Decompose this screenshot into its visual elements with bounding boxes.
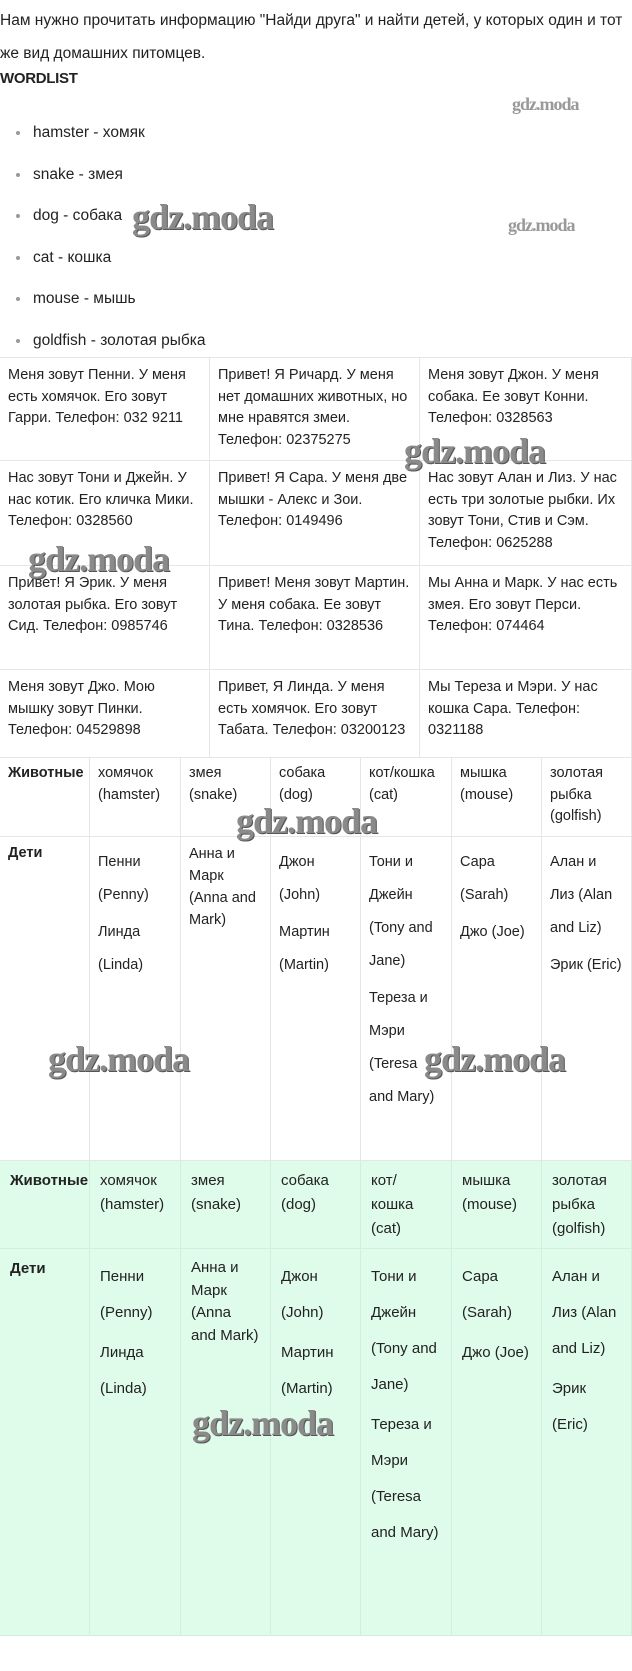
animal-header-cell: золотая рыбка (golfish) xyxy=(542,1161,632,1249)
child-name: Джо (Joe) xyxy=(462,1344,529,1361)
child-name: Сара (Sarah) xyxy=(460,854,509,903)
child-name: Эрик (Eric) xyxy=(552,1380,588,1433)
wordlist-item xyxy=(0,237,206,279)
child-name: Тони и Джейн (Tony and Jane) xyxy=(371,1268,437,1393)
ad-cell: Привет! Меня зовут Мартин. У меня собака. Ее зовут Тина. Телефон: 0328536 xyxy=(210,566,420,670)
child-name: Анна и Марк (Anna and Mark) xyxy=(189,846,256,928)
watermark: gdz.moda xyxy=(48,1039,190,1079)
children-cell xyxy=(181,837,271,1161)
children-cell xyxy=(542,1249,632,1636)
wordlist-item xyxy=(0,112,206,154)
ad-cell: Привет! Я Сара. У меня две мышки - Алекс и Зои. Телефон: 0149496 xyxy=(210,461,420,566)
children-cell xyxy=(90,1249,181,1636)
child-name: Алан и Лиз (Alan and Liz) xyxy=(550,854,613,936)
child-name: Пенни (Penny) xyxy=(100,1268,153,1321)
ad-cell: Привет! Я Эрик. У меня золотая рыбка. Его зовут Сид. Телефон: 0985746 xyxy=(0,566,210,670)
watermark: gdz.moda xyxy=(236,801,378,841)
wordlist-item xyxy=(0,320,206,362)
wordlist-title: WORDLIST xyxy=(0,70,78,87)
child-name: Анна и Марк (Anna and Mark) xyxy=(191,1259,259,1344)
animal-header-cell: золотая рыбка (golfish) xyxy=(542,757,632,837)
bullet-icon xyxy=(16,339,20,343)
child-name: Джон (John) xyxy=(279,854,321,903)
wordlist-item-text: goldfish - золотая рыбка xyxy=(33,331,206,349)
child-name: Сара (Sarah) xyxy=(462,1268,513,1321)
ad-cell: Меня зовут Джо. Мою мышку зовут Пинки. Телефон: 04529898 xyxy=(0,670,210,758)
children-cell xyxy=(452,837,542,1161)
ad-cell: Привет! Я Ричард. У меня нет домашних животных, но мне нравятся змеи. Телефон: 02375275 xyxy=(210,358,420,461)
child-name: Тереза и Мэри (Teresa and Mary) xyxy=(371,1416,439,1541)
ad-cell: Нас зовут Алан и Лиз. У нас есть три золотые рыбки. Их зовут Тони, Стив и Сэм. Телефон: 0625288 xyxy=(420,461,632,566)
children-cell xyxy=(361,1249,452,1636)
watermark: gdz.moda xyxy=(132,197,274,237)
ad-cell: Мы Тереза и Мэри. У нас кошка Сара. Телефон: 0321188 xyxy=(420,670,632,758)
ad-cell: Меня зовут Джон. У меня собака. Ее зовут Конни. Телефон: 0328563 xyxy=(420,358,632,461)
child-name: Линда (Linda) xyxy=(98,924,144,973)
ad-cell: Нас зовут Тони и Джейн. У нас котик. Его кличка Мики. Телефон: 0328560 xyxy=(0,461,210,566)
animal-header-cell: мышка (mouse) xyxy=(452,757,542,837)
child-name: Мартин (Martin) xyxy=(279,924,330,973)
wordlist-item-text: mouse - мышь xyxy=(33,290,136,308)
watermark: gdz.moda xyxy=(424,1039,566,1079)
bullet-icon xyxy=(16,256,20,260)
child-name: Джо (Joe) xyxy=(460,924,525,940)
intro-text: Нам нужно прочитать информацию "Найди друга" и найти детей, у которых один и тот же вид домашних питомцев. xyxy=(0,12,623,62)
children-cell xyxy=(271,837,361,1161)
children-label: Дети xyxy=(0,837,90,1161)
wordlist-item-text: cat - кошка xyxy=(33,248,112,266)
animal-header-cell: хомячок (hamster) xyxy=(90,1161,181,1249)
ad-cell: Мы Анна и Марк. У нас есть змея. Его зовут Перси. Телефон: 074464 xyxy=(420,566,632,670)
bullet-icon xyxy=(16,297,20,301)
pets-table-highlighted xyxy=(0,1161,632,1636)
child-name: Тони и Джейн (Tony and Jane) xyxy=(369,854,433,969)
watermark: gdz.moda xyxy=(28,539,170,579)
bullet-icon xyxy=(16,173,20,177)
wordlist-item xyxy=(0,278,206,320)
children-cell xyxy=(542,837,632,1161)
animal-header-cell: змея (snake) xyxy=(181,1161,271,1249)
child-name: Эрик (Eric) xyxy=(550,957,622,973)
ad-cell: Привет, Я Линда. У меня есть хомячок. Его зовут Табата. Телефон: 03200123 xyxy=(210,670,420,758)
watermark: gdz.moda xyxy=(404,431,546,471)
children-cell xyxy=(90,837,181,1161)
bullet-icon xyxy=(16,214,20,218)
animal-header-cell: кот/кошка (cat) xyxy=(361,757,452,837)
child-name: Мартин (Martin) xyxy=(281,1344,334,1397)
animal-header-cell: мышка (mouse) xyxy=(452,1161,542,1249)
animal-header-cell: собака (dog) xyxy=(271,757,361,837)
animal-header-cell: змея (snake) xyxy=(181,757,271,837)
child-name: Пенни (Penny) xyxy=(98,854,149,903)
wordlist-item-text: snake - змея xyxy=(33,165,123,183)
wordlist-item-text: dog - собака xyxy=(33,207,123,225)
animal-header-cell: кот/ кошка (cat) xyxy=(361,1161,452,1249)
ad-cell: Меня зовут Пенни. У меня есть хомячок. Его зовут Гарри. Телефон: 032 9211 xyxy=(0,358,210,461)
child-name: Джон (John) xyxy=(281,1268,324,1321)
bullet-icon xyxy=(16,131,20,135)
child-name: Алан и Лиз (Alan and Liz) xyxy=(552,1268,617,1357)
children-cell xyxy=(452,1249,542,1636)
children-label: Дети xyxy=(0,1249,90,1636)
animal-header-cell: собака (dog) xyxy=(271,1161,361,1249)
wordlist-item xyxy=(0,154,206,196)
watermark: gdz.moda xyxy=(192,1403,334,1443)
children-cell xyxy=(361,837,452,1161)
animals-label: Животные xyxy=(0,1161,90,1249)
animals-label: Животные xyxy=(0,757,90,837)
animal-header-cell: хомячок (hamster) xyxy=(90,757,181,837)
child-name: Линда (Linda) xyxy=(100,1344,147,1397)
watermark: gdz.moda xyxy=(512,94,579,114)
child-name: Тереза и Мэри (Teresa and Mary) xyxy=(369,990,435,1105)
watermark: gdz.moda xyxy=(508,215,575,235)
wordlist-item-text: hamster - хомяк xyxy=(33,124,145,141)
